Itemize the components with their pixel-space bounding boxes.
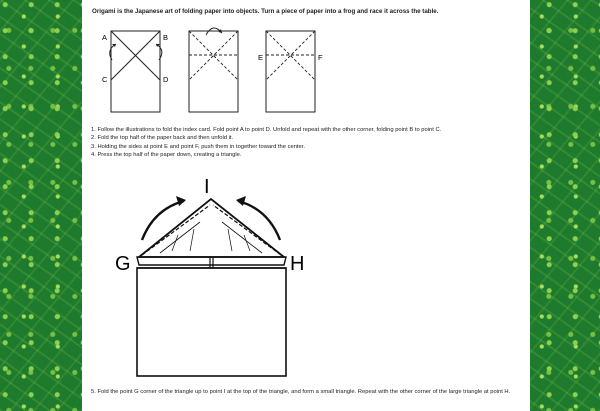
diagram-1 <box>102 31 169 112</box>
instruction-steps <box>91 127 521 161</box>
step-3: 3. Holding the sides at point E and point F, push them in together toward the center. <box>91 143 305 150</box>
label-c: C <box>102 75 108 84</box>
worksheet-page <box>82 0 530 411</box>
label-b: B <box>163 33 169 42</box>
left-pattern-border <box>0 0 82 411</box>
label-d: D <box>163 75 169 84</box>
label-a: A <box>102 33 108 42</box>
frog-fold-diagram <box>82 165 530 385</box>
step-5: 5. Fold the point G corner of the triangle up to point I at the top of the triangle, and form a small triangle. Repeat with the other corner of the large triangle at point H. <box>91 389 511 395</box>
step-1: 1. Follow the illustrations to fold the index card. Fold point A to point D. Unfold and repeat with the other corner, folding point B to point C. <box>91 127 442 133</box>
intro-text: Origami is the Japanese art of folding paper into objects. Turn a piece of paper into a frog and race it across the table. <box>92 8 439 15</box>
right-pattern-border <box>518 0 600 411</box>
fold-diagrams <box>82 20 530 120</box>
label-i: I <box>204 176 210 198</box>
step-4: 4. Press the top half of the paper down, creating a triangle. <box>91 152 242 159</box>
label-h: H <box>290 253 305 275</box>
curved-arrow-icon <box>238 201 280 240</box>
curved-arrow-icon <box>142 201 184 240</box>
diagram-2 <box>189 28 238 112</box>
label-f: F <box>318 53 323 62</box>
label-g: G <box>115 253 131 275</box>
step-2: 2. Fold the top half of the paper back and then unfold it. <box>91 135 234 142</box>
diagram-3 <box>258 31 323 112</box>
label-e: E <box>258 53 264 62</box>
